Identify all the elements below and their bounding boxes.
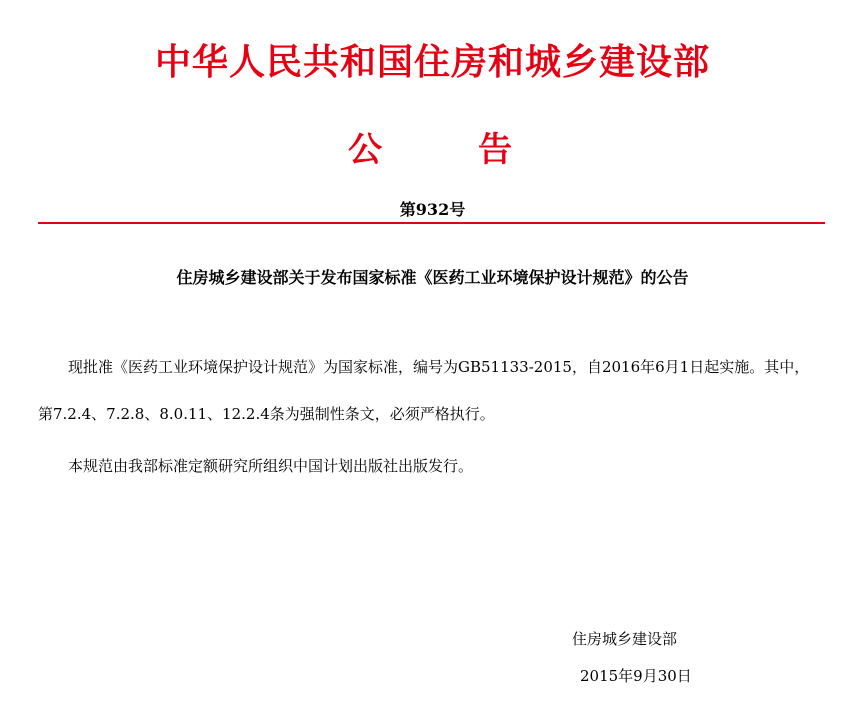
signature-organization: 住房城乡建设部 (572, 630, 678, 648)
notice-heading-char-1: 公 (348, 130, 382, 170)
notice-subject: 住房城乡建设部关于发布国家标准《医药工业环境保护设计规范》的公告 (176, 268, 689, 287)
issuer-title: 中华人民共和国住房和城乡建设部 (154, 41, 710, 83)
body-paragraph-1-line-2: 第7.2.4、7.2.8、8.0.11、12.2.4条为强制性条文，必须严格执行。 (38, 405, 495, 423)
red-divider (38, 222, 825, 224)
notice-heading-char-2: 告 (478, 130, 512, 170)
notice-heading (0, 122, 865, 170)
document-number: 第932号 (399, 200, 466, 219)
body-paragraph-1-line-1: 现批准《医药工业环境保护设计规范》为国家标准，编号为GB51133-2015，自2016年6月1日起实施。其中， (68, 358, 810, 376)
body-paragraph-2: 本规范由我部标准定额研究所组织中国计划出版社出版发行。 (68, 457, 474, 475)
signature-date: 2015年9月30日 (580, 667, 692, 685)
